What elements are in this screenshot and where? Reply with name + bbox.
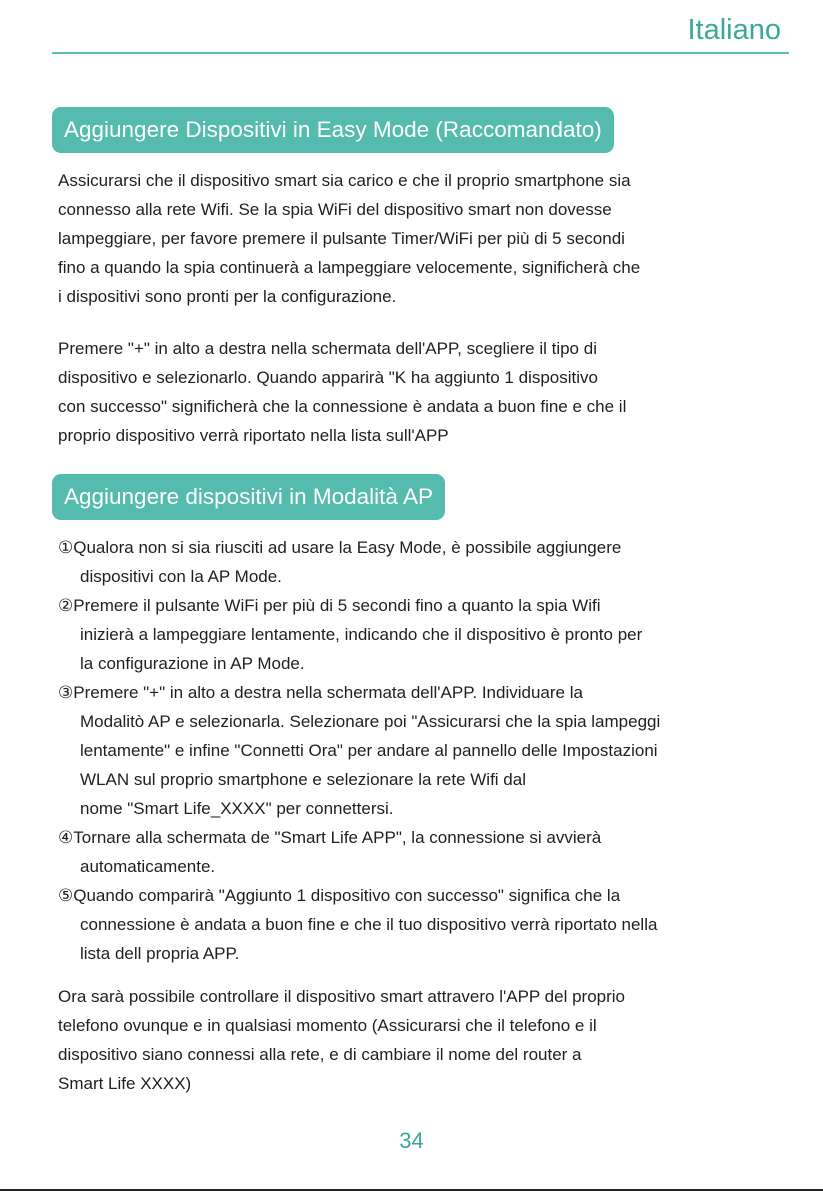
language-label: Italiano <box>687 14 781 46</box>
step-line: Modalitò AP e selezionarla. Selezionare poi "Assicurarsi che la spia lampeggi <box>80 712 661 731</box>
step-line: ①Qualora non si sia riusciti ad usare la Easy Mode, è possibile aggiungere <box>58 538 622 557</box>
text-line: Ora sarà possibile controllare il dispositivo smart attravero l'APP del proprio <box>58 987 626 1006</box>
text-line: Assicurarsi che il dispositivo smart sia carico e che il proprio smartphone sia <box>58 171 631 190</box>
closing-paragraph <box>58 982 625 1098</box>
step-line: nome "Smart Life_XXXX" per connettersi. <box>80 799 394 818</box>
step-line: la configurazione in AP Mode. <box>80 654 305 673</box>
step-line: ②Premere il pulsante WiFi per più di 5 secondi fino a quanto la spia Wifi <box>58 596 601 615</box>
text-line: Smart Life XXXX) <box>58 1074 192 1093</box>
text-line: connesso alla rete Wifi. Se la spia WiFi del dispositivo smart non dovesse <box>58 200 612 219</box>
step-line: ④Tornare alla schermata de "Smart Life APP", la connessione si avvierà <box>58 828 602 847</box>
text-line: lampeggiare, per favore premere il pulsante Timer/WiFi per più di 5 secondi <box>58 229 625 248</box>
step-item <box>58 533 660 591</box>
text-line: con successo" significherà che la connessione è andata a buon fine e che il <box>58 397 627 416</box>
text-line: Premere "+" in alto a destra nella schermata dell'APP, scegliere il tipo di <box>58 339 597 358</box>
step-line: connessione è andata a buon fine e che il tuo dispositivo verrà riportato nella <box>80 915 658 934</box>
text-line: fino a quando la spia continuerà a lampeggiare velocemente, significherà che <box>58 258 641 277</box>
easy-mode-paragraph-2 <box>58 334 626 450</box>
step-line: inizierà a lampeggiare lentamente, indicando che il dispositivo è pronto per <box>80 625 643 644</box>
step-item <box>58 881 660 968</box>
step-item <box>58 678 660 823</box>
step-line: WLAN sul proprio smartphone e selezionare la rete Wifi dal <box>80 770 526 789</box>
section-title-easy-mode: Aggiungere Dispositivi in Easy Mode (Raccomandato) <box>52 107 614 153</box>
page-number: 34 <box>399 1128 424 1153</box>
step-line: ⑤Quando comparirà "Aggiunto 1 dispositivo con successo" significa che la <box>58 886 621 905</box>
step-line: automaticamente. <box>80 857 216 876</box>
text-line: proprio dispositivo verrà riportato nella lista sull'APP <box>58 426 449 445</box>
step-line: ③Premere "+" in alto a destra nella schermata dell'APP. Individuare la <box>58 683 583 702</box>
text-line: telefono ovunque e in qualsiasi momento (Assicurarsi che il telefono e il <box>58 1016 597 1035</box>
step-item <box>58 823 660 881</box>
step-line: dispositivi con la AP Mode. <box>80 567 282 586</box>
easy-mode-paragraph-1 <box>58 166 640 311</box>
header-divider <box>52 52 789 54</box>
step-line: lentamente" e infine "Connetti Ora" per andare al pannello delle Impostazioni <box>80 741 658 760</box>
ap-mode-steps <box>58 533 660 968</box>
bottom-border <box>0 1189 823 1191</box>
section-title-ap-mode: Aggiungere dispositivi in Modalità AP <box>52 474 445 520</box>
step-item <box>58 591 660 678</box>
text-line: dispositivo siano connessi alla rete, e di cambiare il nome del router a <box>58 1045 582 1064</box>
text-line: dispositivo e selezionarlo. Quando apparirà "K ha aggiunto 1 dispositivo <box>58 368 598 387</box>
step-line: lista dell propria APP. <box>80 944 240 963</box>
text-line: i dispositivi sono pronti per la configurazione. <box>58 287 397 306</box>
